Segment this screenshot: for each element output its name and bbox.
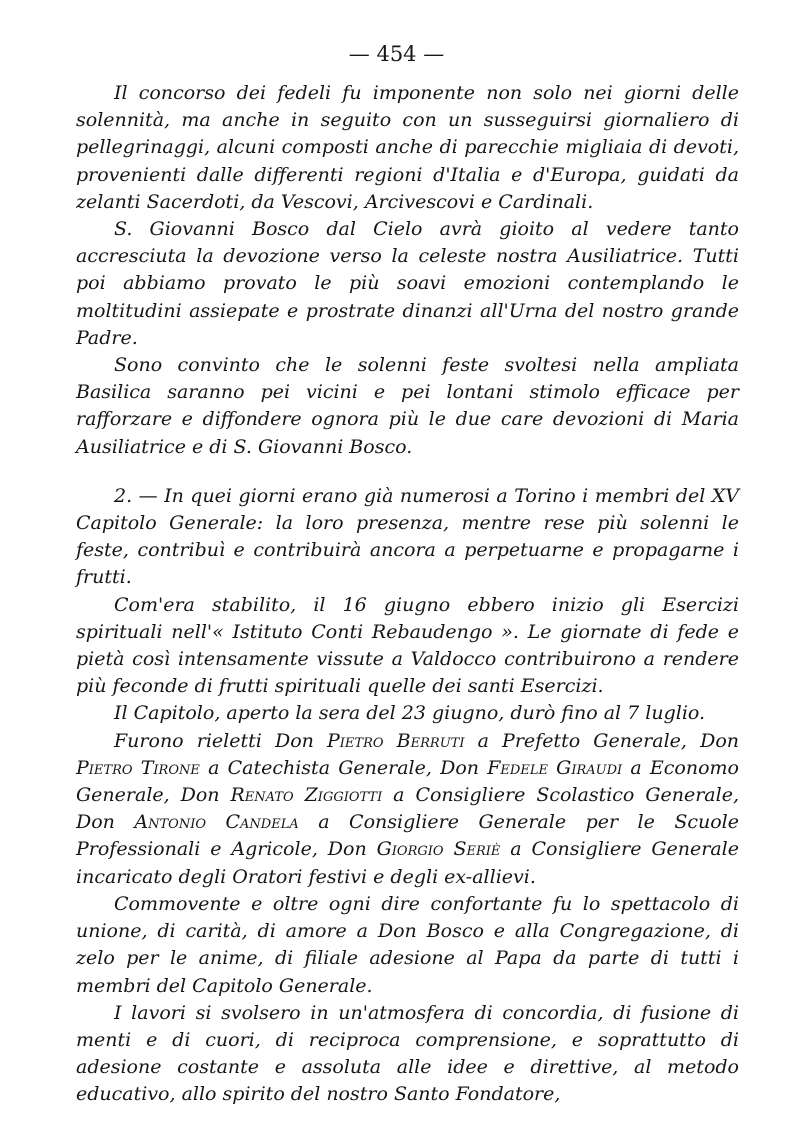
body-text xyxy=(76,80,739,1109)
paragraph xyxy=(76,891,739,1000)
paragraph xyxy=(76,352,739,461)
person-name: Antonio Candela xyxy=(134,811,299,834)
text-run: Com'era stabilito, il 16 giugno ebbero inizio gli Esercizi spirituali nell'« Istituto Conti Rebaudengo ». Le giornate di fede e pietà così intensamente vissute a Valdocco contribuirono a rendere più feconde di frutti spirituali quelle dei santi Esercizi. xyxy=(76,593,739,698)
text-run: S. Giovanni Bosco dal Cielo avrà gioito al vedere tanto accresciuta la devozione verso la celeste nostra Ausiliatrice. Tutti poi abbiamo provato le più soavi emozioni contemplando le moltitudini assiepate e prostrate dinanzi all'Urna del nostro grande Padre. xyxy=(76,218,739,349)
person-name: Fedele Giraudi xyxy=(487,756,623,779)
paragraph xyxy=(76,1000,739,1109)
paragraph xyxy=(76,728,739,891)
text-run: Sono convinto che le solenni feste svoltesi nella ampliata Basilica saranno pei vicini e pei lontani stimolo efficace per rafforzare e diffondere ognora più le due care devozioni di Maria Ausiliatrice e di S. Giovanni Bosco. xyxy=(76,354,739,458)
text-run: Il Capitolo, aperto la sera del 23 giugno, durò fino al 7 luglio. xyxy=(114,702,706,725)
text-run: a Catechista Generale, Don xyxy=(199,756,488,779)
paragraph xyxy=(76,592,739,701)
person-name: Giorgio Seriè xyxy=(376,838,501,861)
text-run: a Consigliere Generale incaricato degli Oratori festivi e degli ex-allievi. xyxy=(76,838,739,888)
person-name: Pietro Tirone xyxy=(76,756,200,779)
paragraph xyxy=(76,216,739,352)
paragraph xyxy=(76,700,739,727)
text-run: a Economo Generale, Don xyxy=(76,756,739,807)
paragraph xyxy=(76,80,739,216)
page-number: — 454 — xyxy=(348,42,445,66)
person-name: Renato Ziggiotti xyxy=(230,784,383,807)
text-run: I lavori si svolsero in un'atmosfera di concordia, di fusione di menti e di cuori, di reciproca comprensione, e soprattutto di adesione costante e assoluta alle idee e direttive, al metodo educativo, allo spirito del nostro Santo Fondatore, xyxy=(76,1001,739,1106)
person-name: Pietro Berruti xyxy=(327,729,465,752)
text-run: 2. — In quei giorni erano già numerosi a Torino i membri del XV Capitolo Generale: la loro presenza, mentre rese più solenni le feste, contribuì e contribuirà ancora a perpetuarne e propagarne i frutti. xyxy=(76,484,739,589)
text-run: a Consigliere Scolastico Generale, Don xyxy=(76,784,739,834)
text-run: a Prefetto Generale, Don xyxy=(464,729,739,752)
paragraph xyxy=(76,483,739,592)
text-run: a Consigliere Generale per le Scuole Professionali e Agricole, Don xyxy=(76,811,740,861)
text-run: Commovente e oltre ogni dire confortante fu lo spettacolo di unione, di carità, di amore a Don Bosco e alla Congregazione, di zelo per le anime, di filiale adesione al Papa da parte di tutti i membri del Capitolo Generale. xyxy=(76,892,739,997)
text-run: Il concorso dei fedeli fu imponente non solo nei giorni delle solennità, ma anche in seguito con un susseguirsi giornaliero di pellegrinaggi, alcuni composti anche di parecchie migliaia di devoti, provenienti dalle differenti regioni d'Italia e d'Europa, guidati da zelanti Sacerdoti, da Vescovi, Arcivescovi e Cardinali. xyxy=(76,82,739,213)
text-run: Furono rieletti Don xyxy=(114,729,327,752)
